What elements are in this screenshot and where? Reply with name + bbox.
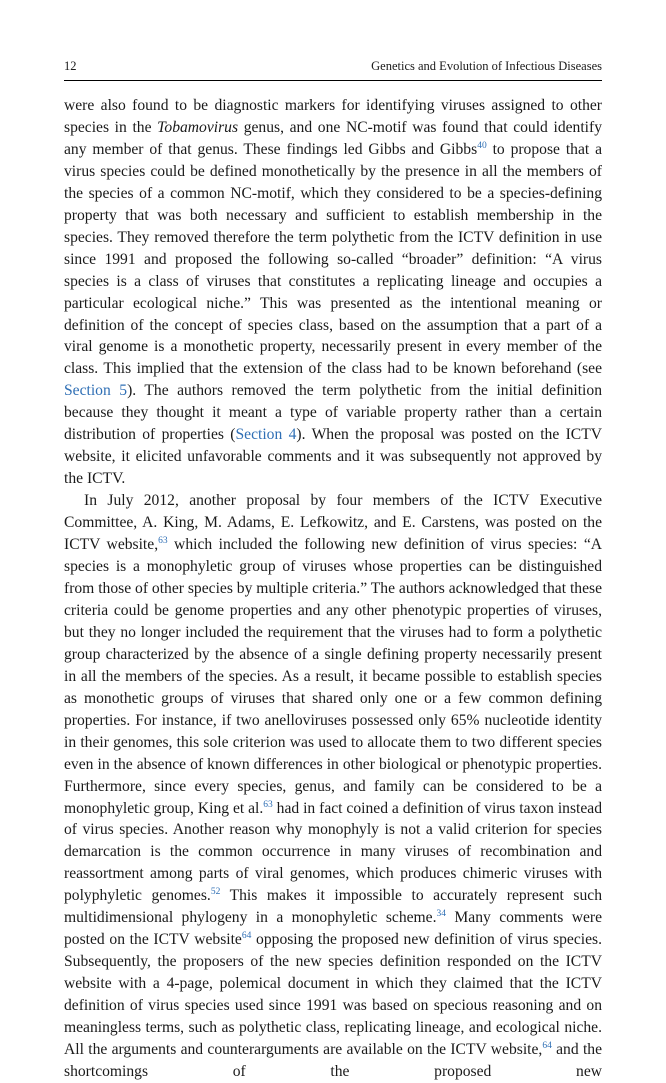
citation-63-second[interactable]: 63: [263, 799, 273, 810]
paragraph-2: In July 2012, another proposal by four members of the ICTV Executive Committee, A. King, M. Adams, E. Lefkowitz, and E. Carstens, was posted on the ICTV website,$^{63}$ which included the following new definition of virus species: “A species is a monophyletic group of viruses whose properties can be distinguished from those of other species by multiple criteria.” The authors acknowledged that these criteria could be genome properties and any other phenotypic properties of viruses, but they no longer included the requirement that the viruses had to form a polythetic group characterized by the absence of a single defining property necessarily present in all the members of the species. As a result, it became possible to establish species as monothetic groups of viruses that shared only one or a few common defining properties. For instance, if two anelloviruses possessed only 65% nucleotide identity in their genomes, this sole criterion was used to allocate them to two different species even in the absence of known differences in other biological or phenotypic properties. Furthermore, since every species, genus, and family can be considered to be a monophyletic group, King et al.$^{63}$ had in fact coined a definition of virus taxon instead of virus species. Another reason why monophyly is not a valid criterion for species demarcation is the common occurrence in many viruses of recombination and reassortment among parts of viral genomes, which produces chimeric viruses with polyphyletic genomes.$^{52}$ This makes it impossible to accurately represent such multidimensional phylogeny in a monophyletic scheme.$^{34}$ Many comments were posted on the ICTV website$^{64}$ opposing the proposed new definition of virus species. Subsequently, the proposers of the new species definition responded on the ICTV website with a 4-page, polemical document in which they claimed that the ICTV definition of virus species used since 1991 was based on specious reasoning and on meaningless terms, such as polythetic class, replicating lineage, and ecological niche. All the arguments and counterarguments are available on the ICTV website,$^{64}$ and the shortcomings of the proposed new: [64, 492, 603, 1080]
citation-40[interactable]: 40: [477, 140, 487, 151]
citation-63[interactable]: 63: [158, 536, 168, 547]
section-4-link[interactable]: Section 4: [235, 426, 297, 444]
page-number: 12: [64, 59, 77, 73]
body-text: [64, 95, 602, 1083]
section-5-link[interactable]: Section 5: [64, 382, 128, 400]
book-title: Genetics and Evolution of Infectious Diseases: [371, 59, 602, 73]
citation-52[interactable]: 52: [210, 887, 221, 898]
genus-name: Tobamovirus: [157, 118, 239, 136]
citation-64[interactable]: 64: [241, 931, 252, 942]
paragraph-1: were also found to be diagnostic markers for identifying viruses assigned to other species in the Tobamovirus genus, and one NC-motif was found that could identify any member of that genus. These findings led Gibbs and Gibbs$^{40}$ to propose that a virus species could be defined monothetically by the presence in all the members of the species of a common NC-motif, which they considered to be a species-defining property that was both necessary and sufficient to establish membership in the species. They removed therefore the term polythetic from the ICTV definition in use since 1991 and proposed the following so-called “broader” definition: “A virus species is a class of viruses that constitutes a replicating lineage and occupies a particular ecological niche.” This was presented as the intentional meaning or definition of the concept of species class, based on the assumption that a part of a viral genome is a monothetic property, necessarily present in every member of the class. This implied that the extension of the class had to be known beforehand (see Section 5). The authors removed the term polythetic from the initial definition because they thought it meant a type of variable property rather than a certain distribution of properties (Section 4). When the proposal was posted on the ICTV website, it elicited unfavorable comments and it was subsequently not approved by the ICTV.: [64, 97, 603, 488]
citation-64-second[interactable]: 64: [542, 1040, 552, 1051]
header-rule: [64, 80, 602, 81]
citation-34[interactable]: 34: [436, 909, 446, 920]
